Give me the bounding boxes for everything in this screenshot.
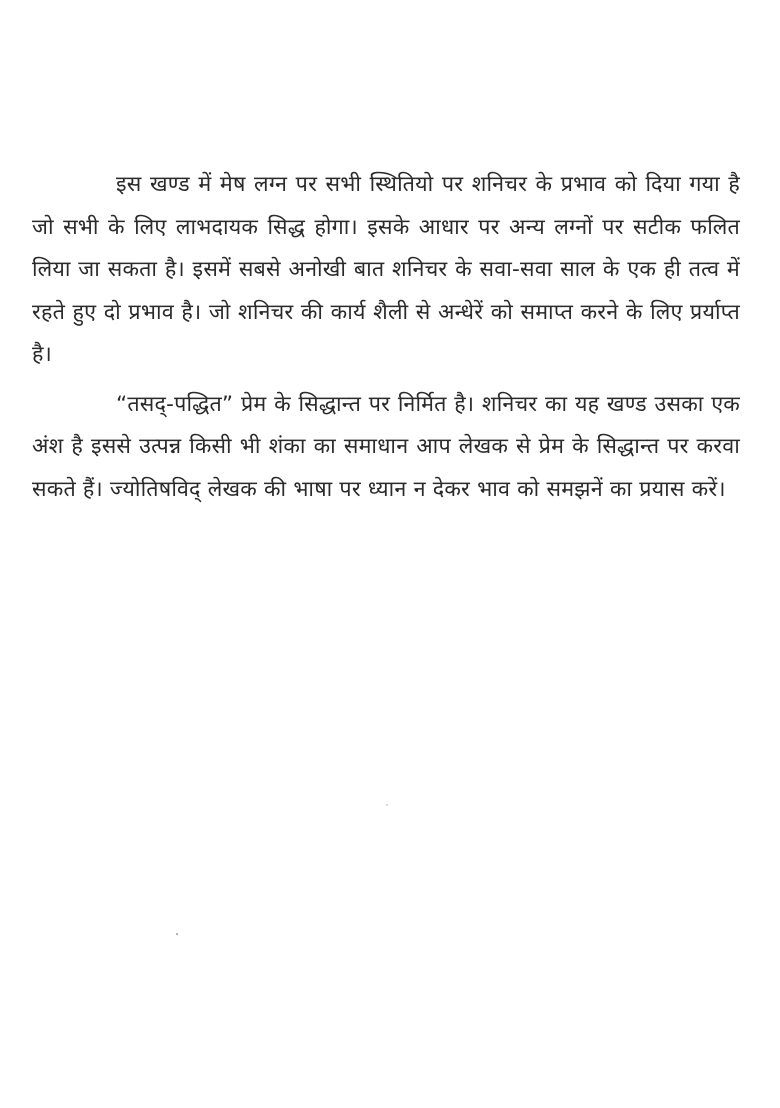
paragraph-2: “तसद्-पद्धित” प्रेम के सिद्धान्त पर निर्मित है। शनिचर का यह खण्ड उसका एक अंश है इससे उत्पन्न किसी भी शंका का समाधान आप लेखक से प्रेम के सिद्धान्त पर करवा सकते हैं। ज्योतिषविद् लेखक की भाषा पर ध्यान न देकर भाव को समझनें का प्रयास करें। bbox=[32, 391, 740, 502]
paragraph-1: इस खण्ड में मेष लग्न पर सभी स्थितियो पर शनिचर के प्रभाव को दिया गया है जो सभी के लिए लाभदायक सिद्ध होगा। इसके आधार पर अन्य लग्नों पर सटीक फलित लिया जा सकता है। इसमें सबसे अनोखी बात शनिचर के सवा-सवा साल के एक ही तत्व में रहते हुए दो प्रभाव है। जो शनिचर की कार्य शैली से अन्धेरें को समाप्त करने के लिए प्रर्याप्त है। bbox=[32, 172, 740, 367]
scan-speck bbox=[386, 804, 388, 806]
body-text bbox=[32, 164, 740, 511]
scan-speck bbox=[176, 933, 178, 935]
